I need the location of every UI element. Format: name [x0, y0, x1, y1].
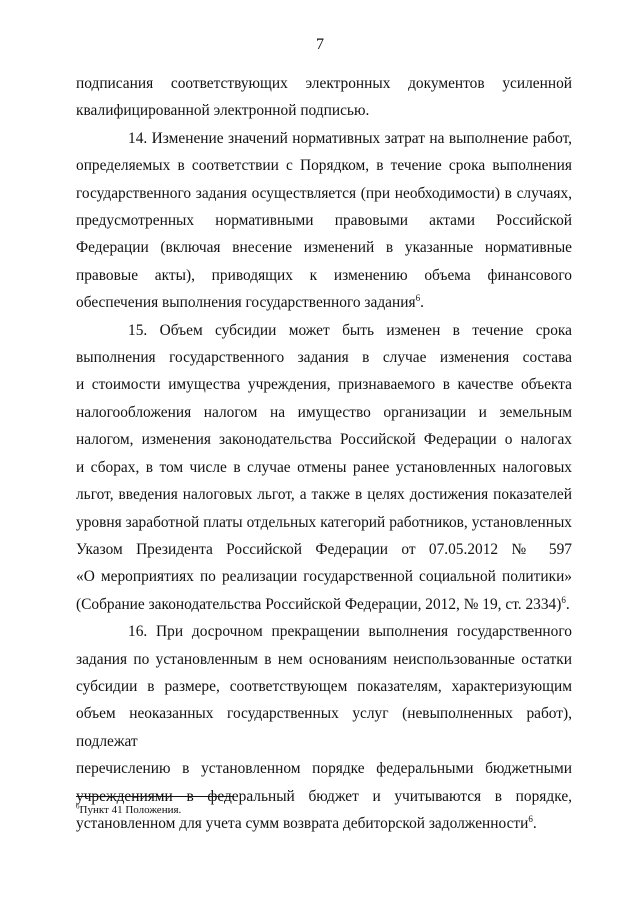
page-number: 7 — [316, 36, 324, 53]
text-line: льгот, введения налоговых льгот, а также в целях достижения показателей — [76, 486, 572, 504]
paragraph-15 — [76, 317, 572, 618]
text-line: и стоимости имущества учреждения, признаваемого в качестве объекта — [76, 376, 572, 394]
text-line-content: обеспечения выполнения государственного задания — [76, 294, 416, 312]
text-line: налогообложения налогом на имущество организации и земельным — [76, 403, 572, 421]
footnote-mark: 6 — [76, 802, 80, 811]
text-line: правовые акты), приводящих к изменению объема финансового — [76, 266, 572, 284]
text-line: Указом Президента Российской Федерации от 07.05.2012 № 597 — [76, 540, 572, 558]
text-line — [76, 289, 572, 316]
text-line-content: установленном для учета сумм возврата дебиторской задолженности — [76, 814, 529, 832]
text-line: выполнения государственного задания в случае изменения состава — [76, 349, 572, 367]
text-line-content: (Собрание законодательства Российской Федерации, 2012, № 19, ст. 2334) — [76, 595, 562, 613]
text-line: объем неоказанных государственных услуг (невыполненных работ), подлежат — [76, 705, 572, 750]
text-line: задания по установленным в нем основаниям неиспользованные остатки — [76, 650, 572, 668]
text-line — [76, 591, 572, 618]
footnote-divider — [76, 796, 234, 797]
footnote-reference: 6 — [528, 813, 533, 824]
text-line: подписания соответствующих электронных документов усиленной — [76, 75, 572, 92]
text-line: перечислению в установленном порядке федеральными бюджетными — [76, 760, 572, 778]
text-line: квалифицированной электронной подписью. — [76, 102, 370, 120]
paragraph-14 — [76, 125, 572, 317]
text-line: Федерации (включая внесение изменений в указанные нормативные — [76, 239, 572, 257]
text-line: 16. При досрочном прекращении выполнения государственного — [128, 623, 572, 641]
text-line: налогом, изменения законодательства Российской Федерации о налогах — [76, 431, 572, 449]
sentence-end: . — [532, 814, 537, 832]
text-line: субсидии в размере, соответствующем показателям, характеризующим — [76, 677, 572, 695]
text-line: 14. Изменение значений нормативных затрат на выполнение работ, — [128, 129, 572, 147]
sentence-end: . — [565, 595, 570, 613]
text-line: учреждениями в федеральный бюджет и учитываются в порядке, — [76, 787, 572, 805]
text-line: «О мероприятиях по реализации государственной социальной политики» — [76, 568, 572, 586]
footnote-reference: 6 — [561, 594, 566, 605]
text-line: государственного задания осуществляется (при необходимости) в случаях, — [76, 184, 572, 202]
text-line: определяемых в соответствии с Порядком, в течение срока выполнения — [76, 157, 572, 175]
footnote — [76, 803, 181, 817]
paragraph-continuation — [76, 70, 572, 125]
document-body — [76, 70, 572, 837]
sentence-end: . — [420, 294, 424, 312]
text-line: уровня заработной платы отдельных категорий работников, установленных — [76, 513, 572, 531]
text-line: 15. Объем субсидии может быть изменен в течение срока — [128, 321, 572, 339]
footnote-text: Пункт 41 Положения. — [79, 804, 182, 816]
text-line: и сборах, в том числе в случае отмены ранее установленных налоговых — [76, 458, 572, 476]
footnote-reference: 6 — [415, 293, 421, 304]
text-line: предусмотренных нормативными правовыми актами Российской — [76, 212, 572, 230]
